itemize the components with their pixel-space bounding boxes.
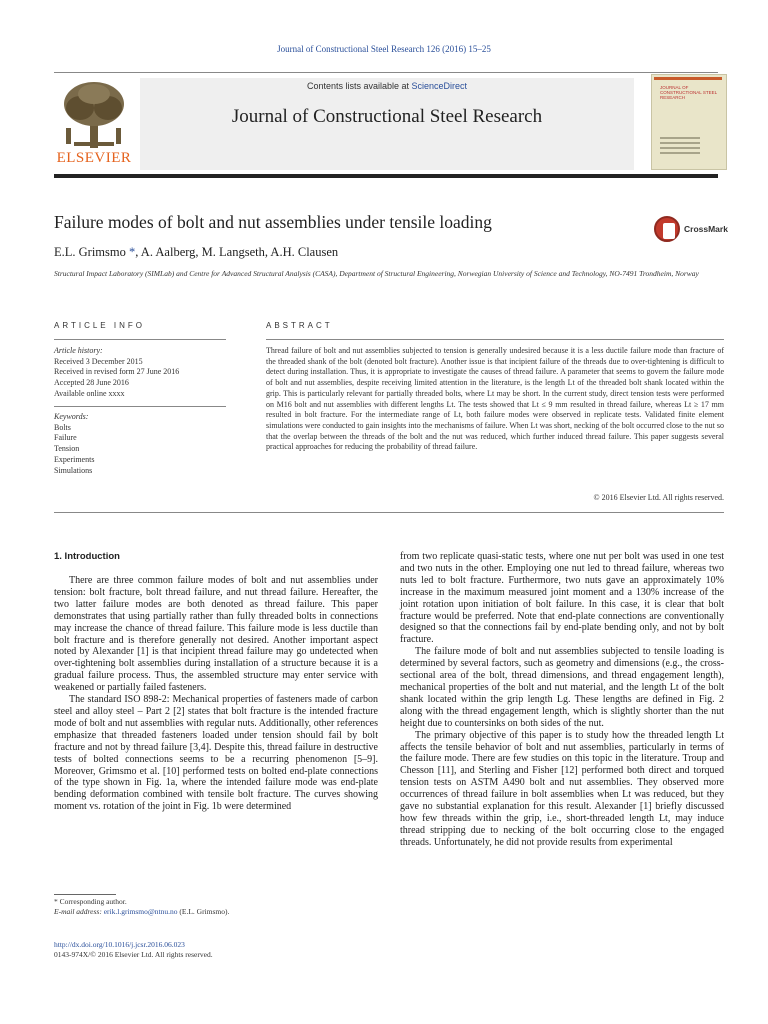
doi-link[interactable]: http://dx.doi.org/10.1016/j.jcsr.2016.06.023	[54, 940, 185, 949]
header-rule	[54, 174, 718, 178]
cover-text-line	[660, 142, 700, 144]
doi-block	[54, 940, 374, 960]
keyword: Failure	[54, 433, 77, 443]
article-info-heading: ARTICLE INFO	[54, 321, 145, 330]
history-item: Available online xxxx	[54, 388, 125, 398]
corresponding-author-note: * Corresponding author.	[54, 897, 127, 906]
footnote-rule	[54, 894, 116, 895]
abstract-rule	[266, 339, 724, 340]
body-paragraph: The standard ISO 898-2: Mechanical properties of fasteners made of carbon steel and alloy steel – Part 2 [2] states that bolt fracture is the intended fracture mode of bolt and nut assemblies with regular nuts. Additionally, other references emphasize that threaded fasteners loaded under tension should fail by bolt fracture and not by thread failure [3,4]. Despite this, thread failure in destructive tests of bolted connections seems to be a recurring phenomenon [5–9]. Moreover, Grimsmo et al. [10] performed tests on bolted end-plate connections of the type shown in Fig. 1a, where the intended failure mode was end-plate bending deformation combined with tensile bolt fracture. The curves showing moment vs. rotation of the joint in Fig. 1b were determined	[54, 694, 378, 813]
keyword: Simulations	[54, 465, 93, 475]
cover-text-line	[660, 137, 700, 139]
contents-line	[140, 81, 634, 91]
footnote	[54, 897, 374, 917]
history-item: Received 3 December 2015	[54, 356, 143, 366]
article-info-rule	[54, 339, 226, 340]
history-label: Article history:	[54, 346, 103, 355]
section-heading: 1. Introduction	[54, 551, 120, 562]
keyword: Tension	[54, 444, 80, 454]
body-paragraph: from two replicate quasi-static tests, where one nut per bolt was used in one test and two nuts in the other. Employing one nut led to thread failure, whereas two nuts led to bolt fracture. Furthermore, two nuts gave an approximately 10% increase in the maximum measured joint moment and a 130% increase of the joint rotation upon initiation of bolt failure. In this case, it is clear that bolt fracture would be preferred. Note that end-plate connections are conventionally designed so that the connections fail by end-plate bending only, and not by bolt fracture.	[400, 551, 724, 646]
body-paragraph: The primary objective of this paper is to study how the threaded length Lt affects the tensile behavior of bolt and nut assemblies, particularly in terms of the failure mode. There are few studies on this topic in the literature. Troup and Chesson [11], and Sterling and Fisher [12] performed both direct and torqued tension tests on ASTM A490 bolt and nut assemblies. They observed more occurrences of thread failure in bolt assemblies when Lt was reduced, but they gave no substantial explanation for this result. Alexander [1] briefly discussed how few threads within the grip, i.e., short-threaded length Lt, may induce thread stripping due to necking of the bolt occurring close to the engaged threads. Unfortunately, he did not provide results from experimental	[400, 729, 724, 848]
journal-title: Journal of Constructional Steel Research	[231, 106, 543, 127]
issn-line: 0143-974X/© 2016 Elsevier Ltd. All rights reserved.	[54, 950, 213, 959]
article-history	[54, 346, 226, 400]
email-label: E-mail address:	[54, 907, 104, 916]
email-line	[54, 907, 374, 917]
keywords-rule	[54, 406, 226, 407]
cover-text-line	[660, 147, 700, 149]
abstract-copyright: © 2016 Elsevier Ltd. All rights reserved.	[593, 493, 724, 502]
cover-text-line	[660, 152, 700, 154]
email-link[interactable]: erik.l.grimsmo@ntnu.no	[103, 907, 178, 916]
author-name: E.L. Grimsmo	[54, 245, 126, 259]
cover-top-bar	[654, 77, 722, 80]
affiliation: Structural Impact Laboratory (SIMLab) and Centre for Advanced Structural Analysis (CASA), Department of Structural Engineering, Norwegian University of Science and Technology, NO-7491 Trondheim, Norway	[54, 269, 699, 278]
contents-prefix: Contents lists available at	[306, 81, 412, 91]
abstract-bottom-rule	[54, 512, 724, 513]
author-list	[54, 245, 654, 260]
paper-title: Failure modes of bolt and nut assemblies under tensile loading	[54, 212, 492, 232]
publisher-name: ELSEVIER	[56, 150, 132, 166]
keyword: Experiments	[54, 454, 95, 464]
body-paragraph: There are three common failure modes of bolt and nut assemblies under tension: bolt fracture, bolt thread failure, and nut thread failure. Hereafter, the two latter failure modes are both denoted as thread failure. This paper demonstrates that using partially rather than fully threaded bolts in connections may increase the chance of thread failure. This failure mode is less ductile than bolt fracture and is therefore generally not desired. Another important aspect noted by Alexander [1] is that incipient thread failure may go undetected when over-tightening bolt assemblies during installation of a structure because it is a gradual failure process. Thus, the assembled structure may enter service with weakened or partially failed fasteners.	[54, 575, 378, 694]
cover-title: JOURNAL OF CONSTRUCTIONAL STEEL RESEARCH	[660, 85, 717, 100]
abstract-heading: ABSTRACT	[266, 321, 333, 330]
crossmark-label: CrossMark	[684, 224, 728, 234]
body-paragraph: The failure mode of bolt and nut assemblies subjected to tensile loading is determined by several factors, such as geometry and dimensions (e.g., the cross-sectional area of the bolt, thread dimensions, and thread engagement length), mechanical properties of the bolt and nut material, and the length Lt of the bolt shank located within the grip length Lg. These lengths are defined in Fig. 2 along with the thread engagement length, which is slightly shorter than the nut height due to countersinks on both sides of the nut.	[400, 646, 724, 729]
keywords-block	[54, 412, 226, 476]
sciencedirect-link[interactable]: ScienceDirect	[411, 81, 468, 91]
keyword: Bolts	[54, 422, 71, 432]
email-suffix: (E.L. Grimsmo).	[177, 907, 230, 916]
left-column	[54, 575, 378, 813]
history-item: Received in revised form 27 June 2016	[54, 367, 180, 377]
keywords-label: Keywords:	[54, 412, 89, 421]
abstract-text: Thread failure of bolt and nut assemblies subjected to tension is generally undesired because it is a less ductile failure mode than fracture of the threaded shank of the bolt (denoted bolt fracture). Another issue is that incipient failure of the threads due to over-tightening is difficult to detect during installation. Thus, it is appropriate to investigate the causes of thread failure. A parameter that seems to govern the failure mode of bolt and nut assemblies, despite receiving limited attention in the literature, is the length Lt of the threaded bolt shank located within the grip. This is particularly relevant for partially threaded bolts, where Lt may be short. In the current study, direct tension tests were performed on M16 bolt and nut assemblies with different lengths Lt. The tests showed that Lt ≤ 9 mm resulted in thread failure, whereas Lt ≥ 17 mm resulted in bolt fracture. For the intermediate range of Lt, both failure modes were observed in replicate tests. Validated finite element simulations were conducted to gain insights into the mechanisms of failure. When Lt was short, necking of the bolt occurred close to the nut so that the overlap between the threads of the bolt and the nut was reduced, which further induced thread failure. This paper suggests several practical approaches for reducing the probability of thread failure.	[266, 346, 724, 452]
crossmark-icon	[654, 216, 680, 242]
journal-cover-thumbnail[interactable]	[651, 74, 727, 170]
right-column	[400, 551, 724, 849]
history-item: Accepted 28 June 2016	[54, 378, 129, 388]
author-names-rest: , A. Aalberg, M. Langseth, A.H. Clausen	[135, 245, 339, 259]
crossmark-badge[interactable]	[654, 216, 734, 246]
corresponding-author-mark[interactable]: *	[125, 245, 136, 259]
journal-citation-link[interactable]: Journal of Constructional Steel Research 126 (2016) 15–25	[277, 44, 491, 54]
